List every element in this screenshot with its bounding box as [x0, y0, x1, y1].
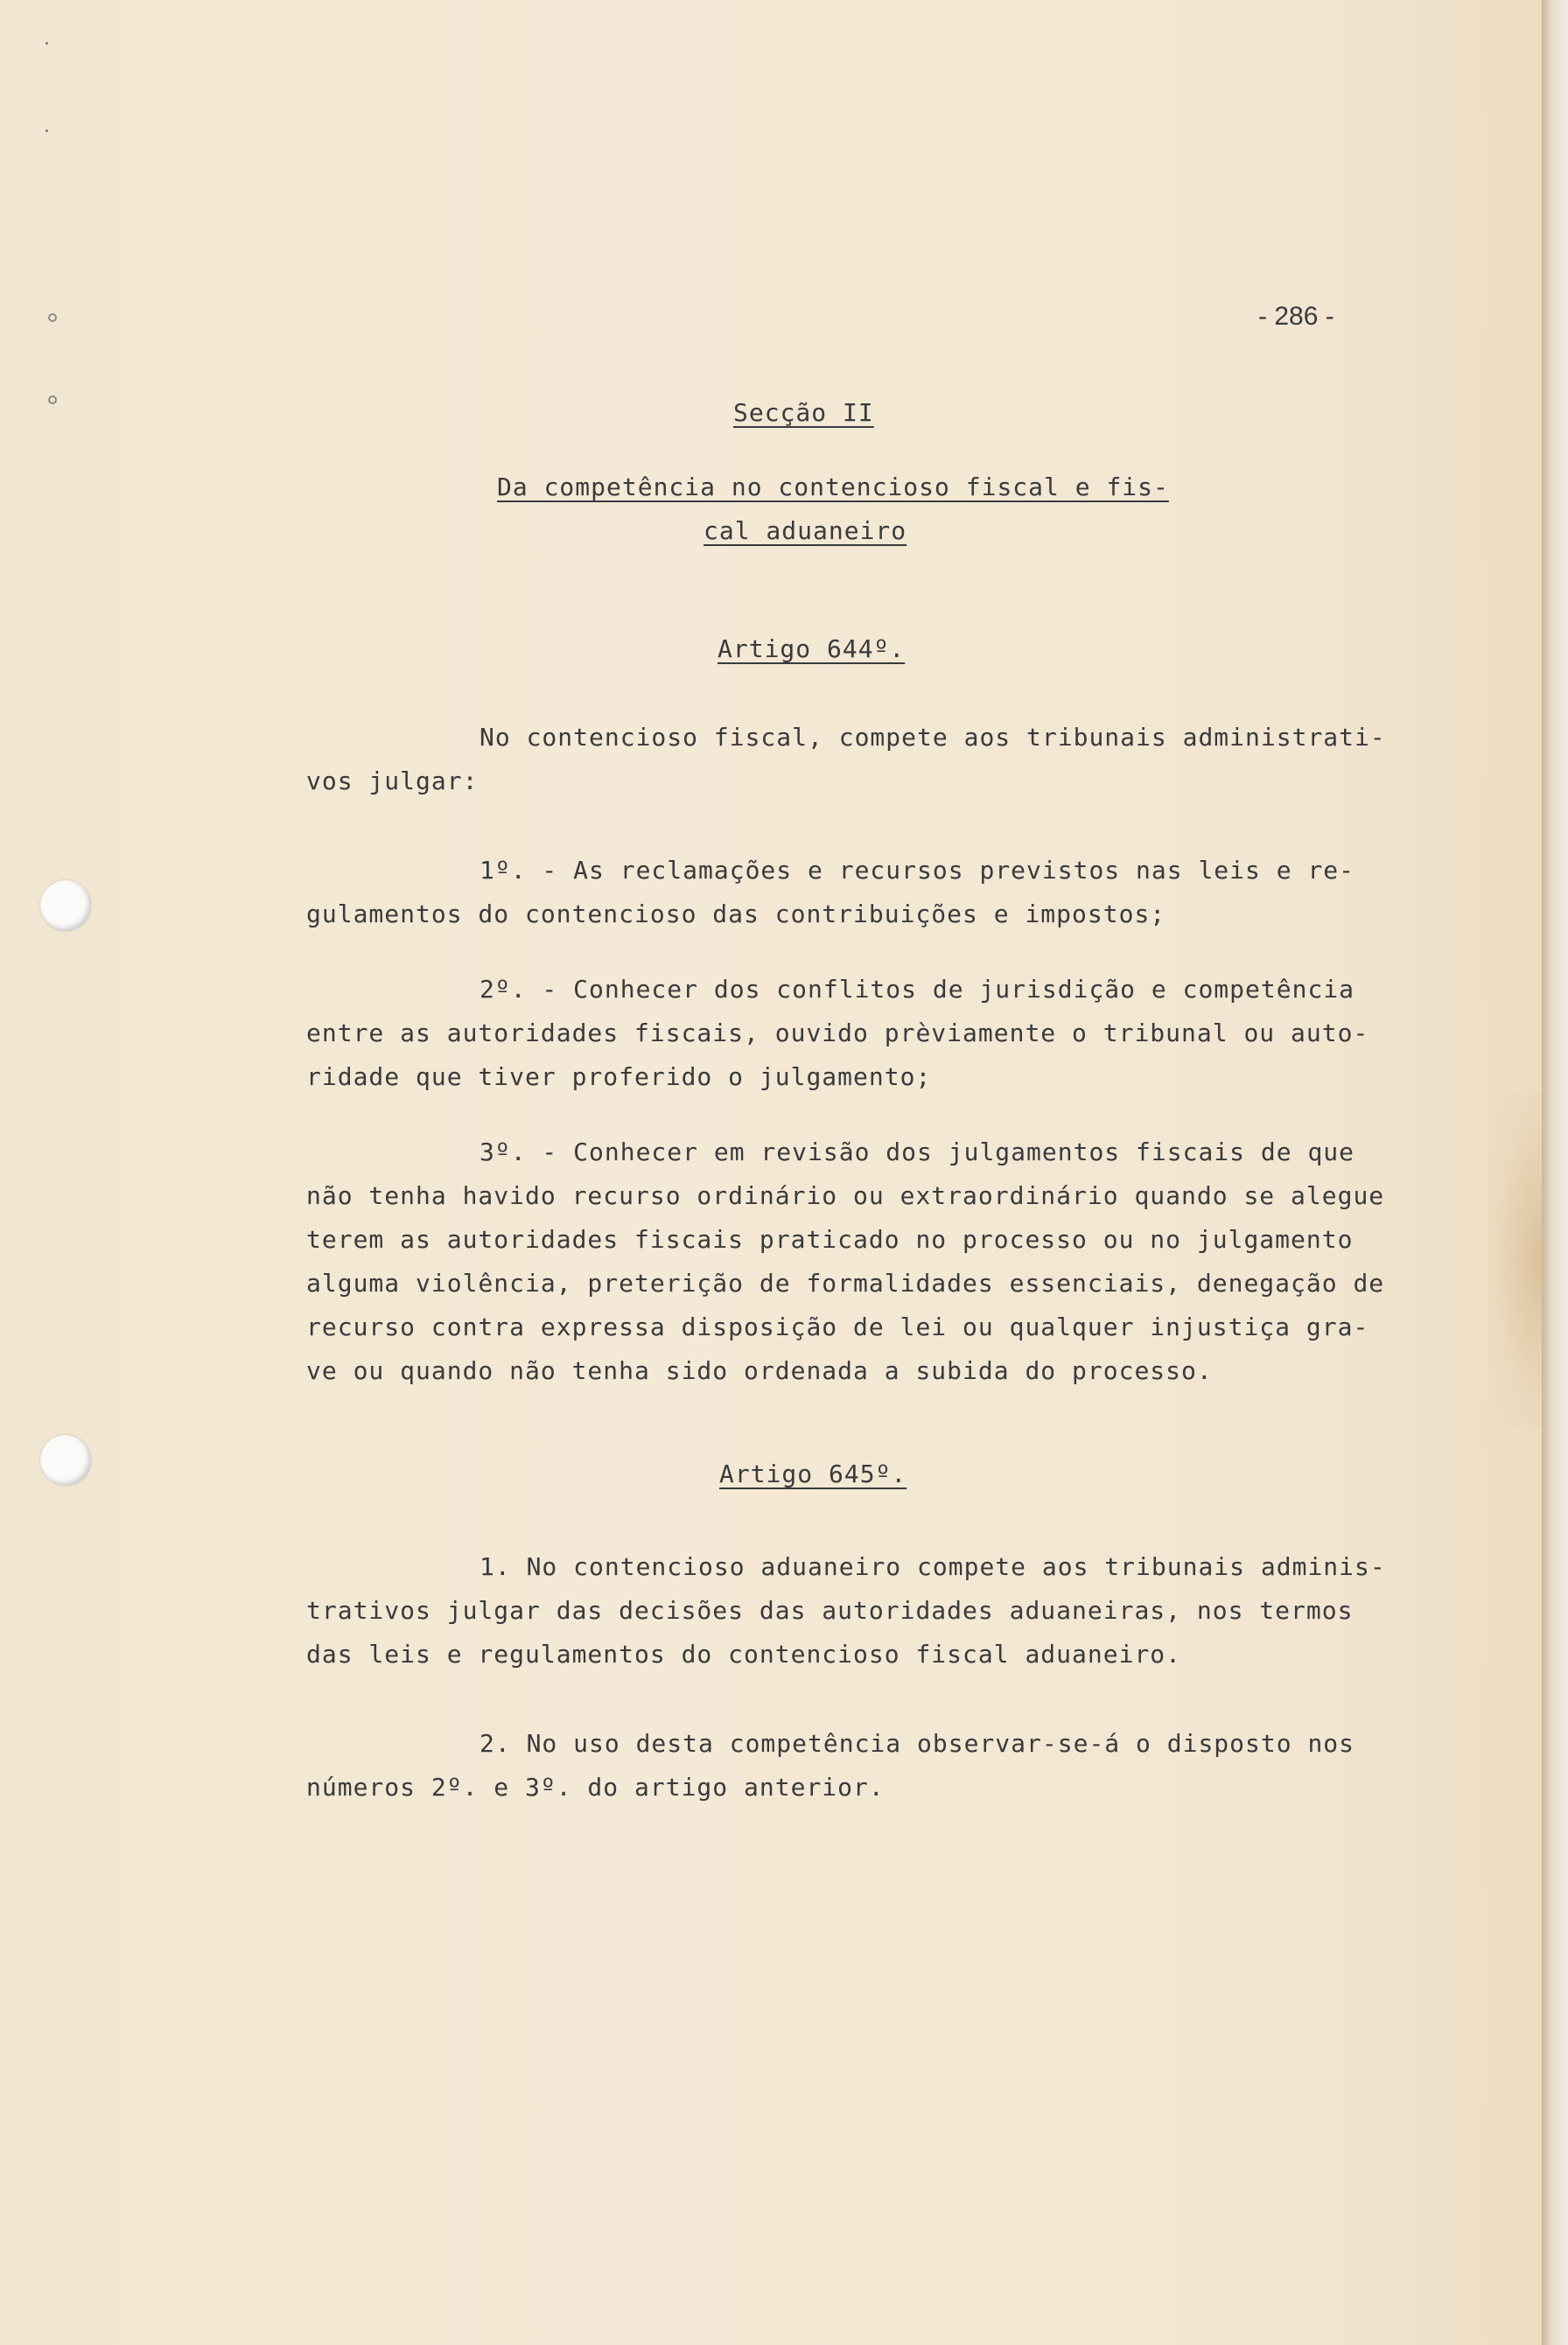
article-644-item2-line-3: ridade que tiver proferido o julgamento;: [306, 1062, 932, 1091]
margin-mark: [46, 42, 48, 45]
article-645-item1-line-1: 1. No contencioso aduaneiro compete aos tribunais adminis-: [480, 1552, 1386, 1581]
paper-edge: [1542, 0, 1568, 2345]
margin-mark: [48, 313, 57, 322]
article-644-item3-line-5: recurso contra expressa disposição de lei ou qualquer injustiça gra-: [306, 1312, 1369, 1341]
article-645-heading: Artigo 645º.: [719, 1460, 907, 1488]
article-645-item1-line-3: das leis e regulamentos do contencioso fiscal aduaneiro.: [306, 1640, 1182, 1669]
article-644-item2-line-2: entre as autoridades fiscais, ouvido prèviamente o tribunal ou auto-: [306, 1018, 1369, 1047]
page-number: - 286 -: [1258, 302, 1334, 331]
article-645-item2-line-2: números 2º. e 3º. do artigo anterior.: [306, 1773, 885, 1802]
article-644-item3-line-6: ve ou quando não tenha sido ordenada a subida do processo.: [306, 1356, 1213, 1385]
article-644-item3-line-3: terem as autoridades fiscais praticado no processo ou no julgamento: [306, 1225, 1354, 1254]
section-subtitle-line-1: Da competência no contencioso fiscal e fis-: [497, 472, 1169, 501]
article-644-item1-line-1: 1º. - As reclamações e recursos previstos nas leis e re-: [480, 856, 1355, 885]
article-644-item3-line-4: alguma violência, preterição de formalidades essenciais, denegação de: [306, 1269, 1385, 1298]
paper-stain: [1488, 1094, 1542, 1426]
article-644-intro-line-1: No contencioso fiscal, compete aos tribunais administrati-: [480, 723, 1386, 752]
article-644-item3-line-2: não tenha havido recurso ordinário ou extraordinário quando se alegue: [306, 1181, 1385, 1210]
punch-hole-bottom: [40, 1435, 91, 1486]
section-title: Secção II: [733, 398, 874, 427]
article-644-item3-line-1: 3º. - Conhecer em revisão dos julgamentos fiscais de que: [480, 1138, 1355, 1166]
article-644-intro-line-2: vos julgar:: [306, 766, 479, 795]
margin-mark: [48, 396, 57, 404]
margin-mark: [46, 130, 48, 132]
article-645-item1-line-2: trativos julgar das decisões das autoridades aduaneiras, nos termos: [306, 1596, 1354, 1625]
punch-hole-top: [40, 880, 91, 931]
article-644-heading: Artigo 644º.: [718, 634, 906, 663]
article-644-item2-line-1: 2º. - Conhecer dos conflitos de jurisdição e competência: [480, 975, 1355, 1004]
article-644-item1-line-2: gulamentos do contencioso das contribuições e impostos;: [306, 900, 1166, 928]
article-645-item2-line-1: 2. No uso desta competência observar-se-á o disposto nos: [480, 1729, 1355, 1758]
section-subtitle-line-2: cal aduaneiro: [704, 516, 907, 545]
